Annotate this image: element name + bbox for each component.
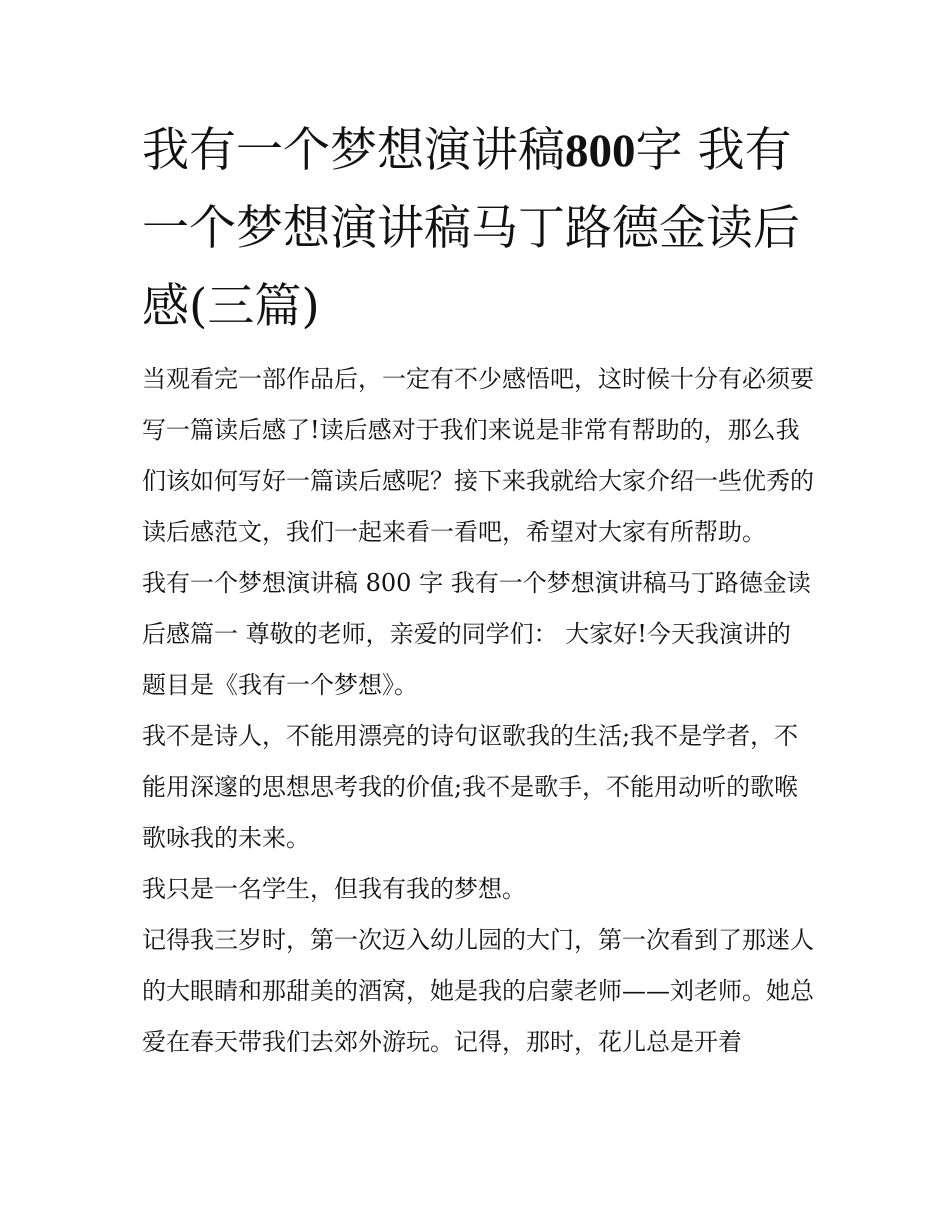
- title-text-part1: 我有一个梦想演讲稿: [142, 123, 565, 178]
- document-body: [142, 112, 814, 1068]
- paragraph-student-dream: 我只是一名学生，但我有我的梦想。: [142, 875, 526, 903]
- title-number: 800: [565, 125, 636, 177]
- paragraph-kindergarten-memory: 记得我三岁时，第一次迈入幼儿园的大门，第一次看到了那迷人的大眼睛和那甜美的酒窝，她是我的启蒙老师——刘老师。她总爱在春天带我们去郊外游玩。记得，那时，花儿总是开着: [142, 926, 814, 1056]
- paragraph-intro: 当观看完一部作品后，一定有不少感悟吧，这时候十分有必须要写一篇读后感了!读后感对于我们来说是非常有帮助的，那么我们该如何写好一篇读后感呢？接下来我就给大家介绍一些优秀的读后感范文，我们一起来看一看吧，希望对大家有所帮助。: [142, 365, 814, 546]
- title-text-part2: 字 我有一个梦想演讲稿马丁路德金读后感(三篇): [142, 123, 800, 334]
- paragraph-not-poet: 我不是诗人，不能用漂亮的诗句讴歌我的生活;我不是学者，不能用深邃的思想思考我的价值;我不是歌手，不能用动听的歌喉歌咏我的未来。: [142, 722, 799, 852]
- document-title: [142, 112, 814, 346]
- paragraph-speech-opening: 我有一个梦想演讲稿 800 字 我有一个梦想演讲稿马丁路德金读后感篇一 尊敬的老师，亲爱的同学们： 大家好!今天我演讲的题目是《我有一个梦想》。: [142, 569, 811, 699]
